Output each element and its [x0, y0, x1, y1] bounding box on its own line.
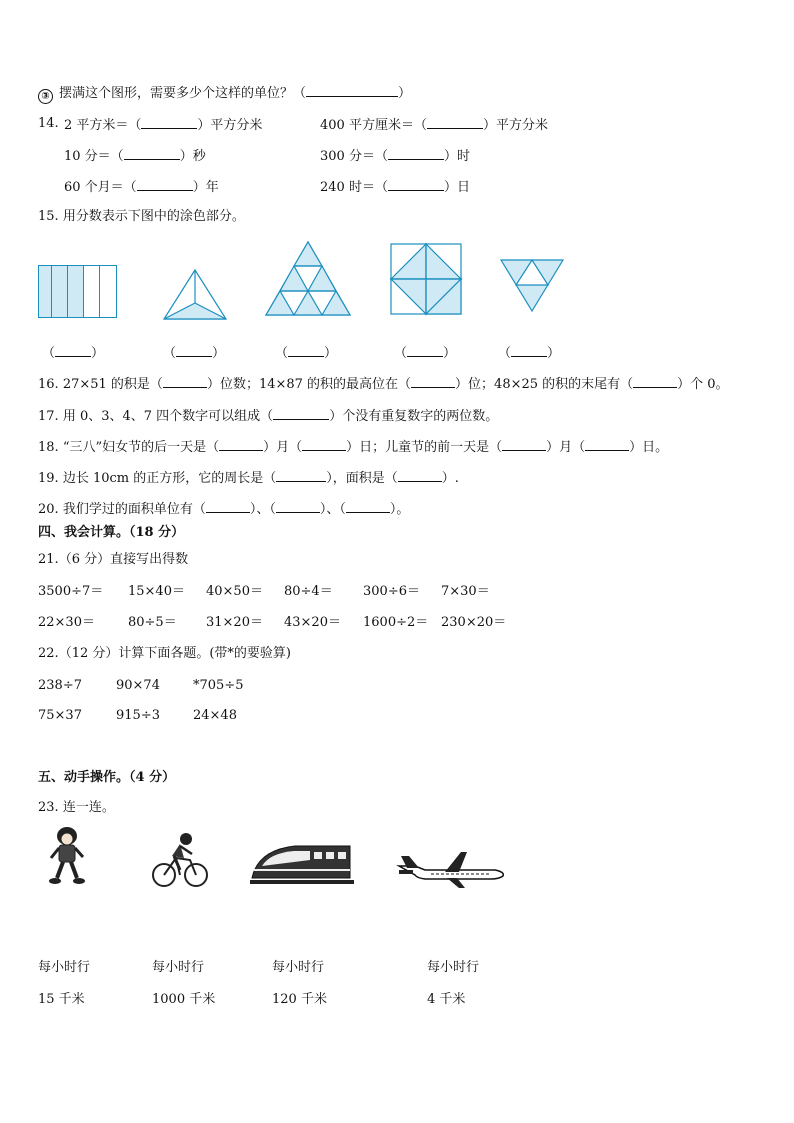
airplane-icon [395, 848, 507, 890]
q15-figure-triangle-grid [265, 241, 351, 317]
speed-value[interactable]: 4 千米 [427, 992, 466, 1007]
q14-blank[interactable] [141, 116, 197, 129]
q21-item: 3500÷7＝ [38, 584, 104, 599]
q21-item: 31×20＝ [206, 615, 263, 630]
q22-line: 22.（12 分）计算下面各题。(带*的要验算) [38, 646, 292, 661]
speed-label: 每小时行 [272, 960, 325, 975]
q18-blank[interactable] [585, 438, 629, 451]
q22-item: *705÷5 [193, 678, 244, 693]
q15-figure-square-diamond [390, 243, 462, 315]
q17-blank[interactable] [273, 407, 329, 420]
q16-blank[interactable] [633, 375, 677, 388]
q18-blank[interactable] [502, 438, 546, 451]
q19-blank[interactable] [276, 469, 326, 482]
q23-line: 23. 连一连。 [38, 800, 115, 815]
section-4-title: 四、我会计算。（18 分） [38, 525, 185, 540]
q14-row3-left: 60 个月＝（ ）年 [64, 180, 219, 195]
walking-child-icon [46, 826, 88, 886]
q21-item: 40×50＝ [206, 584, 263, 599]
q14-blank[interactable] [388, 178, 444, 191]
speed-label: 每小时行 [38, 960, 91, 975]
q13-circled-number: ③ [38, 89, 53, 104]
q17-line: 17. 用 0、3、4、7 四个数字可以组成（ ）个没有重复数字的两位数。 [38, 409, 499, 424]
q16-line: 16. 27×51 的积是（ ）位数；14×87 的积的最高位在（ ）位；48×25 的积的末尾有（ ）个 0。 [38, 377, 729, 392]
q15-answer-4[interactable]: （ ） [394, 346, 457, 361]
speed-label: 每小时行 [152, 960, 205, 975]
q14-blank[interactable] [124, 147, 180, 160]
q21-item: 300÷6＝ [363, 584, 420, 599]
q16-blank[interactable] [163, 375, 207, 388]
q19-line: 19. 边长 10cm 的正方形，它的周长是（ ），面积是（ ）. [38, 471, 459, 486]
q22-item: 24×48 [193, 708, 237, 723]
q15-answer-3[interactable]: （ ） [275, 346, 338, 361]
speed-value[interactable]: 1000 千米 [152, 992, 216, 1007]
q21-item: 1600÷2＝ [363, 615, 429, 630]
q14-row3-right: 240 时＝（ ）日 [320, 180, 470, 195]
q20-line: 20. 我们学过的面积单位有（ ）、（ ）、（ ）。 [38, 502, 410, 517]
q16-blank[interactable] [411, 375, 455, 388]
q15-figure-triangle-three-parts [163, 269, 227, 321]
section-5-title: 五、动手操作。（4 分） [38, 770, 176, 785]
q22-item: 75×37 [38, 708, 82, 723]
speed-value[interactable]: 120 千米 [272, 992, 327, 1007]
q14-row2-right: 300 分＝（ ）时 [320, 149, 470, 164]
q15-line: 15. 用分数表示下图中的涂色部分。 [38, 209, 245, 224]
q14-row1-right: 400 平方厘米＝（ ）平方分米 [320, 118, 548, 133]
q14-blank[interactable] [137, 178, 193, 191]
q14-blank[interactable] [388, 147, 444, 160]
q15-answer-2[interactable]: （ ） [163, 346, 226, 361]
q18-blank[interactable] [219, 438, 263, 451]
q18-line: 18. “三八”妇女节的后一天是（ ）月（ ）日；儿童节的前一天是（ ）月（ ）日。 [38, 440, 669, 455]
q21-item: 15×40＝ [128, 584, 185, 599]
q21-item: 43×20＝ [284, 615, 341, 630]
q20-blank[interactable] [346, 500, 390, 513]
cyclist-icon [150, 830, 210, 890]
q14-row1-left: 2 平方米＝（ ）平方分米 [64, 118, 263, 133]
q13-text: 摆满这个图形，需要多少个这样的单位？ [59, 86, 294, 101]
q22-item: 90×74 [116, 678, 160, 693]
q14-row2-left: 10 分＝（ ）秒 [64, 149, 206, 164]
q19-blank[interactable] [398, 469, 442, 482]
q21-item: 80÷5＝ [128, 615, 177, 630]
q14-number: 14. [38, 116, 59, 131]
q21-item: 80÷4＝ [284, 584, 333, 599]
q22-item: 915÷3 [116, 708, 160, 723]
q15-figure-inverted-triangle [500, 259, 564, 313]
q21-item: 22×30＝ [38, 615, 95, 630]
speed-value[interactable]: 15 千米 [38, 992, 85, 1007]
q13-line: ③ 摆满这个图形，需要多少个这样的单位？（ ） [38, 84, 411, 104]
q13-answer-blank[interactable] [306, 84, 398, 97]
q15-answer-1[interactable]: （ ） [42, 346, 105, 361]
q21-item: 7×30＝ [441, 584, 490, 599]
high-speed-train-icon [250, 838, 356, 888]
q18-blank[interactable] [302, 438, 346, 451]
q21-line: 21.（6 分）直接写出得数 [38, 552, 189, 567]
q15-answer-5[interactable]: （ ） [498, 346, 561, 361]
q15-figure-rectangle-strips [38, 265, 118, 319]
q22-item: 238÷7 [38, 678, 82, 693]
q20-blank[interactable] [276, 500, 320, 513]
q21-item: 230×20＝ [441, 615, 507, 630]
speed-label: 每小时行 [427, 960, 480, 975]
q20-blank[interactable] [206, 500, 250, 513]
q14-blank[interactable] [427, 116, 483, 129]
